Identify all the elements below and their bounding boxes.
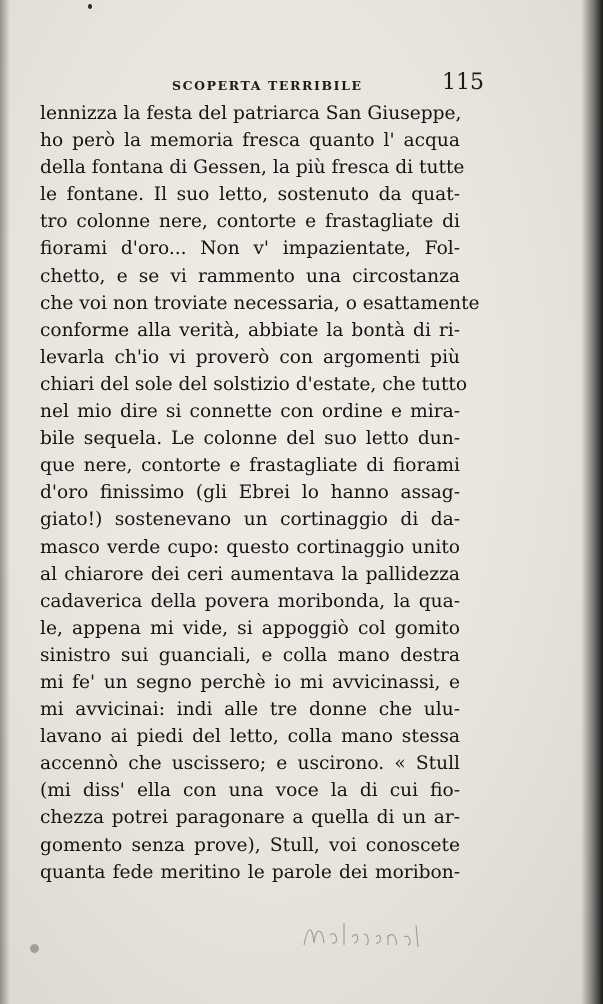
text-line: masco verde cupo: questo cortinaggio unito xyxy=(40,536,460,558)
text-line: ho però la memoria fresca quanto l' acqua xyxy=(40,130,460,152)
text-line: al chiarore dei ceri aumentava la pallidezza xyxy=(40,563,460,585)
text-line: conforme alla verità, abbiate la bontà di ri- xyxy=(40,319,460,341)
text-line: nel mio dire si connette con ordine e mira- xyxy=(40,401,460,423)
text-line: giato!) sostenevano un cortinaggio di da- xyxy=(40,509,460,531)
text-line: mi avvicinai: indi alle tre donne che ulu- xyxy=(40,699,460,721)
paper-spot xyxy=(30,944,39,953)
text-line: (mi diss' ella con una voce la di cui fio- xyxy=(40,780,460,802)
text-line: che voi non troviate necessaria, o esattamente xyxy=(40,292,480,314)
text-line: sinistro sui guanciali, e colla mano destra xyxy=(40,644,460,666)
text-line: accennò che uscissero; e uscirono. « Stull xyxy=(40,753,460,775)
running-head xyxy=(40,70,484,102)
page-edge-shadow xyxy=(0,0,10,1004)
text-line: chezza potrei paragonare a quella di un ar- xyxy=(40,807,460,829)
text-line: chetto, e se vi rammento una circostanza xyxy=(40,265,460,287)
page-number: 115 xyxy=(442,70,484,95)
text-line: d'oro finissimo (gli Ebrei lo hanno assag- xyxy=(40,482,460,504)
binding-shadow xyxy=(581,0,603,1004)
text-line: que nere, contorte e frastagliate di fiorami xyxy=(40,455,460,477)
text-line: lavano ai piedi del letto, colla mano stessa xyxy=(40,726,460,748)
text-line: le fontane. Il suo letto, sostenuto da quat- xyxy=(40,184,460,206)
text-line: gomento senza prove), Stull, voi conoscete xyxy=(40,834,460,856)
running-head-title: SCOPERTA TERRIBILE xyxy=(172,78,363,93)
paper-spot xyxy=(88,4,92,9)
text-line: fiorami d'oro... Non v' impazientate, Fol- xyxy=(40,238,460,260)
text-line: le, appena mi vide, si appoggiò col gomito xyxy=(40,617,460,639)
handwritten-signature xyxy=(300,915,430,955)
text-line: cadaverica della povera moribonda, la qua- xyxy=(40,590,460,612)
text-line: quanta fede meritino le parole dei moribon- xyxy=(40,861,460,883)
text-line: mi fe' un segno perchè io mi avvicinassi, e xyxy=(40,671,460,693)
text-line: della fontana di Gessen, la più fresca di tutte xyxy=(40,157,465,179)
text-line: levarla ch'io vi proverò con argomenti più xyxy=(40,346,460,368)
text-line: lennizza la festa del patriarca San Giuseppe, xyxy=(40,103,462,124)
body-text xyxy=(40,100,480,886)
text-line: tro colonne nere, contorte e frastagliate di xyxy=(40,211,460,233)
text-line: chiari del sole del solstizio d'estate, che tutto xyxy=(40,373,468,395)
text-line: bile sequela. Le colonne del suo letto dun- xyxy=(40,428,460,450)
